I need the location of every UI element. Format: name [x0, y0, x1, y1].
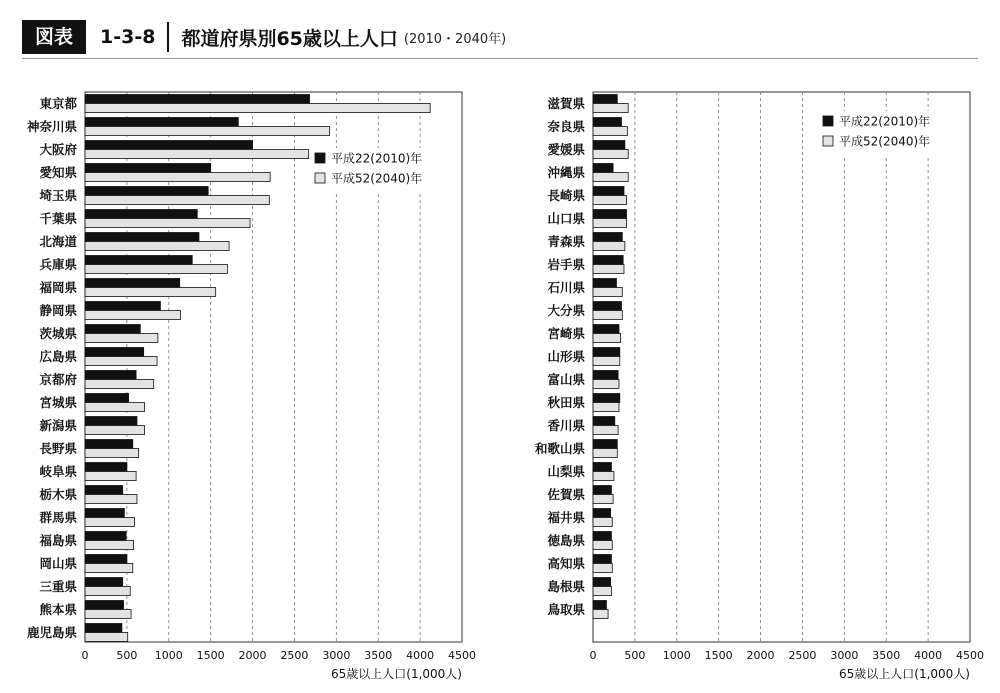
category-label: 栃木県 [39, 487, 77, 502]
bar-2040 [593, 288, 622, 297]
bar-2040 [85, 265, 227, 274]
bar-2010 [593, 348, 620, 357]
x-tick-label: 500 [116, 649, 138, 662]
bar-2040 [593, 541, 612, 550]
bar-2010 [85, 555, 127, 564]
bar-2040 [593, 219, 627, 228]
bar-2040 [593, 311, 622, 320]
bar-2010 [85, 256, 192, 265]
bar-2040 [593, 587, 611, 596]
bar-2040 [593, 495, 613, 504]
category-label: 岩手県 [547, 257, 585, 272]
category-label: 兵庫県 [39, 257, 77, 272]
x-tick-label: 2000 [238, 649, 267, 662]
category-label: 秋田県 [547, 395, 585, 410]
category-label: 京都府 [39, 372, 77, 387]
bar-2010 [593, 118, 621, 127]
bar-2040 [593, 104, 628, 113]
category-label: 千葉県 [39, 211, 77, 226]
bar-2010 [593, 279, 616, 288]
bar-2010 [593, 187, 624, 196]
category-label: 滋賀県 [547, 96, 585, 111]
x-tick-label: 2500 [788, 649, 817, 662]
x-tick-label: 4000 [406, 649, 435, 662]
bar-2010 [85, 509, 124, 518]
bar-2040 [593, 196, 627, 205]
bar-2040 [593, 518, 612, 527]
bar-2010 [593, 486, 611, 495]
bar-2040 [85, 518, 134, 527]
x-tick-label: 2500 [280, 649, 309, 662]
bar-2040 [593, 150, 628, 159]
bar-2010 [85, 601, 124, 610]
category-label: 福井県 [547, 510, 585, 525]
category-label: 山形県 [547, 349, 585, 364]
bar-2040 [85, 495, 137, 504]
bar-2040 [85, 403, 144, 412]
category-label: 愛媛県 [547, 142, 585, 157]
category-label: 岡山県 [39, 556, 77, 571]
category-label: 新潟県 [39, 418, 77, 433]
x-axis-label: 65歳以上人口(1,000人) [331, 667, 462, 681]
bar-2010 [593, 210, 627, 219]
bar-2040 [85, 610, 131, 619]
figure-badge: 図表 [22, 20, 86, 54]
bar-2040 [593, 610, 608, 619]
bar-2040 [593, 564, 612, 573]
bar-2010 [85, 95, 310, 104]
legend-swatch [315, 173, 325, 183]
category-label: 岐阜県 [39, 464, 77, 479]
x-tick-label: 1500 [704, 649, 733, 662]
x-tick-label: 0 [81, 649, 89, 662]
category-label: 宮崎県 [547, 326, 585, 341]
bar-2040 [85, 541, 134, 550]
category-label: 高知県 [547, 556, 585, 571]
bar-2040 [85, 288, 216, 297]
bar-2010 [85, 371, 136, 380]
category-label: 埼玉県 [39, 188, 77, 203]
category-label: 愛知県 [39, 165, 77, 180]
x-tick-label: 3000 [322, 649, 351, 662]
bar-2010 [593, 325, 619, 334]
bar-2010 [85, 440, 133, 449]
category-label: 大阪府 [39, 142, 77, 157]
bar-2040 [85, 196, 269, 205]
bar-2040 [593, 472, 614, 481]
bar-2010 [85, 463, 127, 472]
bar-2010 [85, 348, 144, 357]
bar-2010 [593, 417, 615, 426]
bar-2040 [85, 449, 139, 458]
x-tick-label: 2000 [746, 649, 775, 662]
bar-2010 [593, 509, 611, 518]
bar-2010 [85, 279, 180, 288]
category-label: 神奈川県 [26, 119, 77, 134]
bar-2040 [593, 173, 628, 182]
category-label: 奈良県 [547, 119, 585, 134]
figure-number: 1-3-8 [100, 26, 156, 48]
x-tick-label: 3000 [830, 649, 859, 662]
x-tick-label: 1000 [662, 649, 691, 662]
bar-2040 [85, 150, 309, 159]
category-label: 佐賀県 [547, 487, 585, 502]
bar-2010 [593, 141, 625, 150]
x-tick-label: 1000 [154, 649, 183, 662]
x-tick-label: 4500 [448, 649, 476, 662]
bar-2010 [85, 118, 238, 127]
bar-2010 [593, 532, 611, 541]
x-tick-label: 4000 [914, 649, 943, 662]
category-label: 長野県 [39, 441, 77, 456]
bar-2010 [85, 624, 122, 633]
bar-2010 [593, 440, 617, 449]
bar-2040 [85, 587, 130, 596]
legend-label: 平成52(2040)年 [839, 134, 931, 149]
bar-2010 [85, 233, 199, 242]
x-tick-label: 500 [624, 649, 646, 662]
bar-2010 [593, 394, 620, 403]
legend-label: 平成52(2040)年 [331, 171, 423, 186]
category-label: 静岡県 [39, 303, 77, 318]
category-label: 大分県 [547, 303, 585, 318]
x-tick-label: 3500 [872, 649, 901, 662]
plot-frame [593, 92, 970, 642]
category-label: 宮城県 [39, 395, 77, 410]
bar-2010 [85, 141, 253, 150]
bar-2010 [85, 417, 137, 426]
bar-2040 [593, 380, 619, 389]
category-label: 福岡県 [39, 280, 77, 295]
bar-2040 [85, 219, 250, 228]
bar-2040 [593, 334, 621, 343]
category-label: 長崎県 [547, 188, 585, 203]
bar-2040 [85, 127, 330, 136]
bar-2040 [85, 334, 158, 343]
bar-2040 [593, 127, 627, 136]
bar-2010 [593, 302, 621, 311]
bar-2040 [85, 357, 157, 366]
bar-2040 [85, 472, 136, 481]
bar-2010 [85, 164, 211, 173]
figure-title: 都道府県別65歳以上人口 [181, 27, 398, 50]
legend-label: 平成22(2010)年 [331, 151, 423, 166]
bar-2040 [85, 104, 430, 113]
figure-title-sub: (2010・2040年) [403, 31, 507, 47]
category-label: 山梨県 [547, 464, 585, 479]
bar-2040 [85, 311, 181, 320]
bar-2040 [85, 173, 270, 182]
category-label: 山口県 [547, 211, 585, 226]
bar-2040 [593, 449, 617, 458]
bar-2010 [593, 164, 613, 173]
bar-2010 [85, 325, 140, 334]
bar-2010 [593, 371, 618, 380]
category-label: 鹿児島県 [26, 625, 77, 640]
bar-2010 [593, 256, 623, 265]
x-tick-label: 3500 [364, 649, 393, 662]
bar-2010 [85, 532, 126, 541]
category-label: 徳島県 [547, 533, 585, 548]
bar-2040 [593, 357, 620, 366]
category-label: 富山県 [547, 372, 585, 387]
bar-2040 [85, 633, 128, 642]
category-label: 福島県 [39, 533, 77, 548]
category-label: 三重県 [39, 579, 77, 594]
bar-2010 [593, 233, 622, 242]
category-label: 東京都 [39, 96, 77, 111]
legend-swatch [315, 153, 325, 163]
bar-2010 [593, 578, 611, 587]
bar-2010 [593, 95, 617, 104]
category-label: 沖縄県 [547, 165, 585, 180]
category-label: 茨城県 [39, 326, 77, 341]
bar-2010 [593, 463, 611, 472]
category-label: 広島県 [39, 349, 77, 364]
bar-2040 [593, 426, 618, 435]
bar-2010 [85, 302, 160, 311]
category-label: 香川県 [547, 418, 585, 433]
legend-swatch [823, 136, 833, 146]
bar-2040 [85, 380, 154, 389]
category-label: 北海道 [39, 234, 77, 249]
category-label: 鳥取県 [547, 602, 585, 617]
bar-2040 [85, 242, 229, 251]
bar-2010 [85, 394, 129, 403]
bar-2010 [85, 486, 123, 495]
bar-2010 [85, 187, 208, 196]
category-label: 青森県 [547, 234, 585, 249]
x-tick-label: 0 [589, 649, 597, 662]
bar-2010 [85, 578, 123, 587]
x-tick-label: 1500 [196, 649, 225, 662]
category-label: 石川県 [547, 280, 585, 295]
bar-2040 [593, 265, 624, 274]
bar-2040 [85, 564, 133, 573]
bar-2040 [85, 426, 144, 435]
bar-2010 [85, 210, 197, 219]
category-label: 熊本県 [39, 602, 77, 617]
category-label: 群馬県 [39, 510, 77, 525]
category-label: 和歌山県 [534, 441, 585, 456]
bar-2040 [593, 242, 625, 251]
legend-swatch [823, 116, 833, 126]
x-axis-label: 65歳以上人口(1,000人) [839, 667, 970, 681]
x-tick-label: 4500 [956, 649, 984, 662]
bar-2010 [593, 601, 606, 610]
category-label: 島根県 [547, 579, 585, 594]
bar-2010 [593, 555, 611, 564]
bar-2040 [593, 403, 619, 412]
legend-label: 平成22(2010)年 [839, 114, 931, 129]
